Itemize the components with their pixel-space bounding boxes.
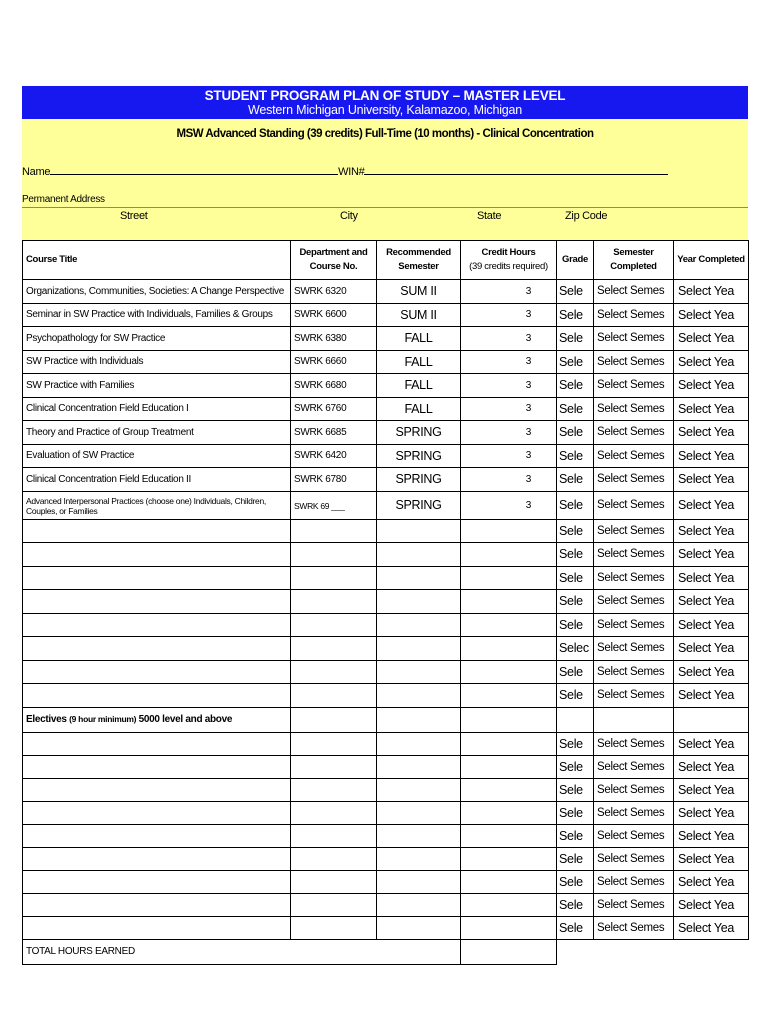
- recommended-semester-blank[interactable]: [377, 543, 461, 567]
- credit-hours: 3: [461, 444, 557, 468]
- elective-credit-hours[interactable]: [461, 778, 557, 801]
- elective-row: [23, 870, 749, 893]
- semester-completed-select[interactable]: Select Semes: [594, 893, 674, 916]
- elective-course-title[interactable]: [23, 847, 291, 870]
- total-hours-label: TOTAL HOURS EARNED: [23, 939, 461, 964]
- semester-completed-select[interactable]: Select Semes: [594, 613, 674, 637]
- elective-semester[interactable]: [377, 778, 461, 801]
- elective-row: [23, 893, 749, 916]
- grade-select[interactable]: Sele: [557, 491, 594, 519]
- address-field[interactable]: [22, 207, 748, 208]
- course-number-blank[interactable]: [291, 684, 377, 708]
- electives-label: [23, 707, 291, 732]
- semester-completed-select[interactable]: Select Semes: [594, 280, 674, 304]
- grade-select[interactable]: Sele: [557, 280, 594, 304]
- year-completed-select[interactable]: Select Yea: [674, 519, 749, 543]
- col-semester-completed: Semester Completed: [594, 241, 674, 280]
- credit-hours-blank[interactable]: [461, 660, 557, 684]
- elective-course-title[interactable]: [23, 824, 291, 847]
- year-completed-select[interactable]: Select Yea: [674, 847, 749, 870]
- course-row: [23, 303, 749, 327]
- credit-hours-blank[interactable]: [461, 613, 557, 637]
- course-number: SWRK 6380: [291, 327, 377, 351]
- course-title-blank[interactable]: [23, 590, 291, 614]
- win-label: WIN#: [338, 166, 365, 178]
- year-completed-select[interactable]: Select Yea: [674, 870, 749, 893]
- elective-course-title[interactable]: [23, 778, 291, 801]
- course-number-blank[interactable]: [291, 519, 377, 543]
- credit-hours-blank[interactable]: [461, 566, 557, 590]
- semester-completed-select[interactable]: Select Semes: [594, 847, 674, 870]
- blank-course-row: [23, 519, 749, 543]
- credit-hours: 3: [461, 397, 557, 421]
- elective-row: [23, 732, 749, 755]
- course-title-blank[interactable]: [23, 519, 291, 543]
- elective-row: [23, 778, 749, 801]
- recommended-semester: SPRING: [377, 491, 461, 519]
- grade-select[interactable]: Sele: [557, 566, 594, 590]
- form-title: STUDENT PROGRAM PLAN OF STUDY – MASTER LEVEL: [204, 88, 566, 103]
- credit-hours-blank[interactable]: [461, 590, 557, 614]
- semester-completed-select[interactable]: Select Semes: [594, 519, 674, 543]
- electives-label-bold: Electives: [26, 714, 67, 725]
- course-row: [23, 491, 749, 519]
- recommended-semester: SPRING: [377, 468, 461, 492]
- year-completed-select[interactable]: Select Yea: [674, 280, 749, 304]
- year-completed-select[interactable]: Select Yea: [674, 824, 749, 847]
- table-header: [23, 241, 749, 280]
- semester-completed-select[interactable]: Select Semes: [594, 870, 674, 893]
- course-row: [23, 280, 749, 304]
- year-completed-select[interactable]: Select Yea: [674, 543, 749, 567]
- grade-select[interactable]: Sele: [557, 824, 594, 847]
- grade-select[interactable]: Sele: [557, 397, 594, 421]
- col-grade: Grade: [557, 241, 594, 280]
- year-completed-select[interactable]: Select Yea: [674, 590, 749, 614]
- total-row: [23, 939, 749, 964]
- recommended-semester: SPRING: [377, 444, 461, 468]
- course-title: Psychopathology for SW Practice: [23, 327, 291, 351]
- year-completed-select[interactable]: Select Yea: [674, 801, 749, 824]
- elective-credit-hours[interactable]: [461, 755, 557, 778]
- state-label: State: [477, 210, 502, 222]
- credit-hours: 3: [461, 468, 557, 492]
- semester-completed-select[interactable]: Select Semes: [594, 660, 674, 684]
- name-win-line: [22, 165, 668, 178]
- elective-semester[interactable]: [377, 893, 461, 916]
- course-title: Advanced Interpersonal Practices (choose one) Individuals, Children, Couples, or Families: [23, 491, 291, 519]
- course-title: Theory and Practice of Group Treatment: [23, 421, 291, 445]
- elective-course-number[interactable]: [291, 732, 377, 755]
- course-row: [23, 468, 749, 492]
- street-label: Street: [120, 210, 148, 222]
- elective-credit-hours[interactable]: [461, 893, 557, 916]
- grade-select[interactable]: Sele: [557, 893, 594, 916]
- course-title-blank[interactable]: [23, 613, 291, 637]
- grade-select[interactable]: Selec: [557, 637, 594, 661]
- recommended-semester: FALL: [377, 327, 461, 351]
- semester-completed-select[interactable]: Select Semes: [594, 778, 674, 801]
- grade-select[interactable]: Sele: [557, 847, 594, 870]
- year-completed-select[interactable]: Select Yea: [674, 660, 749, 684]
- elective-credit-hours[interactable]: [461, 870, 557, 893]
- course-number: SWRK 6320: [291, 280, 377, 304]
- semester-completed-select[interactable]: Select Semes: [594, 916, 674, 939]
- grade-select[interactable]: Sele: [557, 801, 594, 824]
- course-row: [23, 397, 749, 421]
- grade-select[interactable]: Sele: [557, 613, 594, 637]
- total-hours-value[interactable]: [461, 939, 557, 964]
- course-title-blank[interactable]: [23, 543, 291, 567]
- year-completed-select[interactable]: Select Yea: [674, 893, 749, 916]
- university-name: Western Michigan University, Kalamazoo, Michigan: [247, 103, 523, 117]
- grade-select[interactable]: Sele: [557, 303, 594, 327]
- credit-hours-blank[interactable]: [461, 637, 557, 661]
- course-title: Seminar in SW Practice with Individuals, Families & Groups: [23, 303, 291, 327]
- course-number: SWRK 6780: [291, 468, 377, 492]
- course-title-blank[interactable]: [23, 660, 291, 684]
- electives-blank-department: [291, 707, 377, 732]
- elective-semester[interactable]: [377, 755, 461, 778]
- elective-row: [23, 847, 749, 870]
- credit-hours: 3: [461, 303, 557, 327]
- course-number-blank[interactable]: [291, 613, 377, 637]
- semester-completed-select[interactable]: Select Semes: [594, 327, 674, 351]
- credit-hours: 3: [461, 374, 557, 398]
- semester-completed-select[interactable]: Select Semes: [594, 468, 674, 492]
- credit-hours-blank[interactable]: [461, 519, 557, 543]
- course-number: SWRK 6685: [291, 421, 377, 445]
- grade-select[interactable]: Sele: [557, 519, 594, 543]
- electives-blank-grade: [557, 707, 594, 732]
- semester-completed-select[interactable]: Select Semes: [594, 543, 674, 567]
- year-completed-select[interactable]: Select Yea: [674, 755, 749, 778]
- elective-course-title[interactable]: [23, 893, 291, 916]
- col-credits-required: (39 credits required): [469, 261, 548, 272]
- semester-completed-select[interactable]: Select Semes: [594, 755, 674, 778]
- semester-completed-select[interactable]: Select Semes: [594, 824, 674, 847]
- electives-blank-credit: [461, 707, 557, 732]
- year-completed-select[interactable]: Select Yea: [674, 421, 749, 445]
- elective-course-title[interactable]: [23, 916, 291, 939]
- elective-semester[interactable]: [377, 801, 461, 824]
- semester-completed-select[interactable]: Select Semes: [594, 590, 674, 614]
- grade-select[interactable]: Sele: [557, 778, 594, 801]
- electives-blank-recommended: [377, 707, 461, 732]
- course-title: Evaluation of SW Practice: [23, 444, 291, 468]
- blank-course-row: [23, 590, 749, 614]
- year-completed-select[interactable]: Select Yea: [674, 613, 749, 637]
- course-number-blank[interactable]: [291, 660, 377, 684]
- course-row: [23, 350, 749, 374]
- semester-completed-select[interactable]: Select Semes: [594, 397, 674, 421]
- col-year-completed: Year Completed: [674, 241, 749, 280]
- blank-course-row: [23, 566, 749, 590]
- col-credit-hours: [461, 241, 557, 280]
- semester-completed-select[interactable]: Select Semes: [594, 303, 674, 327]
- electives-blank-year: [674, 707, 749, 732]
- recommended-semester: SUM II: [377, 303, 461, 327]
- grade-select[interactable]: Sele: [557, 916, 594, 939]
- elective-credit-hours[interactable]: [461, 847, 557, 870]
- blank-course-row: [23, 637, 749, 661]
- grade-select[interactable]: Sele: [557, 421, 594, 445]
- recommended-semester-blank[interactable]: [377, 519, 461, 543]
- course-row: [23, 421, 749, 445]
- credit-hours: 3: [461, 491, 557, 519]
- grade-select[interactable]: Sele: [557, 327, 594, 351]
- course-number: SWRK 6760: [291, 397, 377, 421]
- elective-row: [23, 755, 749, 778]
- elective-course-number[interactable]: [291, 916, 377, 939]
- credit-hours-blank[interactable]: [461, 543, 557, 567]
- electives-label-rest: 5000 level and above: [138, 714, 233, 725]
- recommended-semester-blank[interactable]: [377, 637, 461, 661]
- electives-blank-semester: [594, 707, 674, 732]
- grade-select[interactable]: Sele: [557, 684, 594, 708]
- course-table: [22, 240, 749, 965]
- elective-credit-hours[interactable]: [461, 824, 557, 847]
- course-row: [23, 444, 749, 468]
- recommended-semester: FALL: [377, 397, 461, 421]
- elective-credit-hours[interactable]: [461, 732, 557, 755]
- course-title: SW Practice with Individuals: [23, 350, 291, 374]
- col-credit-hours-label: Credit Hours: [481, 247, 536, 258]
- name-field[interactable]: [50, 165, 338, 175]
- course-number-blank[interactable]: [291, 566, 377, 590]
- city-label: City: [340, 210, 358, 222]
- year-completed-select[interactable]: Select Yea: [674, 350, 749, 374]
- blank-course-row: [23, 684, 749, 708]
- col-course-title: Course Title: [23, 241, 291, 280]
- course-number: SWRK 6420: [291, 444, 377, 468]
- blank-course-row: [23, 543, 749, 567]
- elective-course-number[interactable]: [291, 847, 377, 870]
- semester-completed-select[interactable]: Select Semes: [594, 491, 674, 519]
- credit-hours: 3: [461, 327, 557, 351]
- year-completed-select[interactable]: Select Yea: [674, 778, 749, 801]
- semester-completed-select[interactable]: Select Semes: [594, 374, 674, 398]
- course-number-blank[interactable]: [291, 637, 377, 661]
- year-completed-select[interactable]: Select Yea: [674, 491, 749, 519]
- semester-completed-select[interactable]: Select Semes: [594, 350, 674, 374]
- elective-semester[interactable]: [377, 824, 461, 847]
- elective-course-title[interactable]: [23, 870, 291, 893]
- year-completed-select[interactable]: Select Yea: [674, 444, 749, 468]
- elective-course-number[interactable]: [291, 824, 377, 847]
- year-completed-select[interactable]: Select Yea: [674, 468, 749, 492]
- program-subtitle: MSW Advanced Standing (39 credits) Full-Time (10 months) - Clinical Concentration: [176, 128, 594, 140]
- course-number: SWRK 6680: [291, 374, 377, 398]
- grade-select[interactable]: Sele: [557, 732, 594, 755]
- semester-completed-select[interactable]: Select Semes: [594, 801, 674, 824]
- year-completed-select[interactable]: Select Yea: [674, 303, 749, 327]
- year-completed-select[interactable]: Select Yea: [674, 637, 749, 661]
- recommended-semester: SPRING: [377, 421, 461, 445]
- elective-semester[interactable]: [377, 916, 461, 939]
- blank-course-row: [23, 660, 749, 684]
- course-title: Organizations, Communities, Societies: A Change Perspective: [23, 280, 291, 304]
- grade-select[interactable]: Sele: [557, 590, 594, 614]
- plan-of-study-form: [22, 86, 748, 957]
- grade-select[interactable]: Sele: [557, 350, 594, 374]
- blank-course-row: [23, 613, 749, 637]
- course-title-blank[interactable]: [23, 637, 291, 661]
- elective-course-title[interactable]: [23, 801, 291, 824]
- grade-select[interactable]: Sele: [557, 660, 594, 684]
- elective-semester[interactable]: [377, 732, 461, 755]
- elective-credit-hours[interactable]: [461, 801, 557, 824]
- elective-row: [23, 801, 749, 824]
- semester-completed-select[interactable]: Select Semes: [594, 444, 674, 468]
- grade-select[interactable]: Sele: [557, 468, 594, 492]
- grade-select[interactable]: Sele: [557, 543, 594, 567]
- course-number: SWRK 6600: [291, 303, 377, 327]
- course-title: SW Practice with Families: [23, 374, 291, 398]
- semester-completed-select[interactable]: Select Semes: [594, 637, 674, 661]
- elective-credit-hours[interactable]: [461, 916, 557, 939]
- recommended-semester-blank[interactable]: [377, 566, 461, 590]
- credit-hours-blank[interactable]: [461, 684, 557, 708]
- elective-semester[interactable]: [377, 870, 461, 893]
- course-row: [23, 374, 749, 398]
- recommended-semester-blank[interactable]: [377, 590, 461, 614]
- elective-course-number[interactable]: [291, 778, 377, 801]
- elective-row: [23, 824, 749, 847]
- electives-label-small: (9 hour minimum): [69, 714, 137, 724]
- recommended-semester-blank[interactable]: [377, 660, 461, 684]
- win-field[interactable]: [364, 165, 668, 175]
- year-completed-select[interactable]: Select Yea: [674, 397, 749, 421]
- course-number: SWRK 6660: [291, 350, 377, 374]
- course-row: [23, 327, 749, 351]
- semester-completed-select[interactable]: Select Semes: [594, 566, 674, 590]
- year-completed-select[interactable]: Select Yea: [674, 374, 749, 398]
- credit-hours: 3: [461, 350, 557, 374]
- semester-completed-select[interactable]: Select Semes: [594, 421, 674, 445]
- year-completed-select[interactable]: Select Yea: [674, 566, 749, 590]
- elective-course-number[interactable]: [291, 893, 377, 916]
- recommended-semester-blank[interactable]: [377, 684, 461, 708]
- title-band: [22, 86, 748, 119]
- elective-course-title[interactable]: [23, 732, 291, 755]
- col-department: Department and Course No.: [291, 241, 377, 280]
- year-completed-select[interactable]: Select Yea: [674, 732, 749, 755]
- elective-course-title[interactable]: [23, 755, 291, 778]
- semester-completed-select[interactable]: Select Semes: [594, 684, 674, 708]
- grade-select[interactable]: Sele: [557, 374, 594, 398]
- course-number: SWRK 69 ___: [291, 491, 377, 519]
- grade-select[interactable]: Sele: [557, 755, 594, 778]
- year-completed-select[interactable]: Select Yea: [674, 916, 749, 939]
- elective-course-number[interactable]: [291, 755, 377, 778]
- course-number-blank[interactable]: [291, 543, 377, 567]
- course-title-blank[interactable]: [23, 566, 291, 590]
- elective-course-number[interactable]: [291, 870, 377, 893]
- col-recommended: Recommended Semester: [377, 241, 461, 280]
- credit-hours: 3: [461, 421, 557, 445]
- name-label: Name: [22, 166, 51, 178]
- zip-label: Zip Code: [565, 210, 608, 222]
- course-title: Clinical Concentration Field Education I: [23, 397, 291, 421]
- grade-select[interactable]: Sele: [557, 870, 594, 893]
- credit-hours: 3: [461, 280, 557, 304]
- grade-select[interactable]: Sele: [557, 444, 594, 468]
- year-completed-select[interactable]: Select Yea: [674, 327, 749, 351]
- elective-course-number[interactable]: [291, 801, 377, 824]
- course-number-blank[interactable]: [291, 590, 377, 614]
- student-info-section: [22, 119, 748, 241]
- course-title-blank[interactable]: [23, 684, 291, 708]
- recommended-semester: FALL: [377, 350, 461, 374]
- recommended-semester: SUM II: [377, 280, 461, 304]
- course-title: Clinical Concentration Field Education II: [23, 468, 291, 492]
- recommended-semester: FALL: [377, 374, 461, 398]
- electives-header-row: [23, 707, 749, 732]
- semester-completed-select[interactable]: Select Semes: [594, 732, 674, 755]
- year-completed-select[interactable]: Select Yea: [674, 684, 749, 708]
- recommended-semester-blank[interactable]: [377, 613, 461, 637]
- elective-semester[interactable]: [377, 847, 461, 870]
- elective-row: [23, 916, 749, 939]
- address-label: Permanent Address: [22, 194, 105, 205]
